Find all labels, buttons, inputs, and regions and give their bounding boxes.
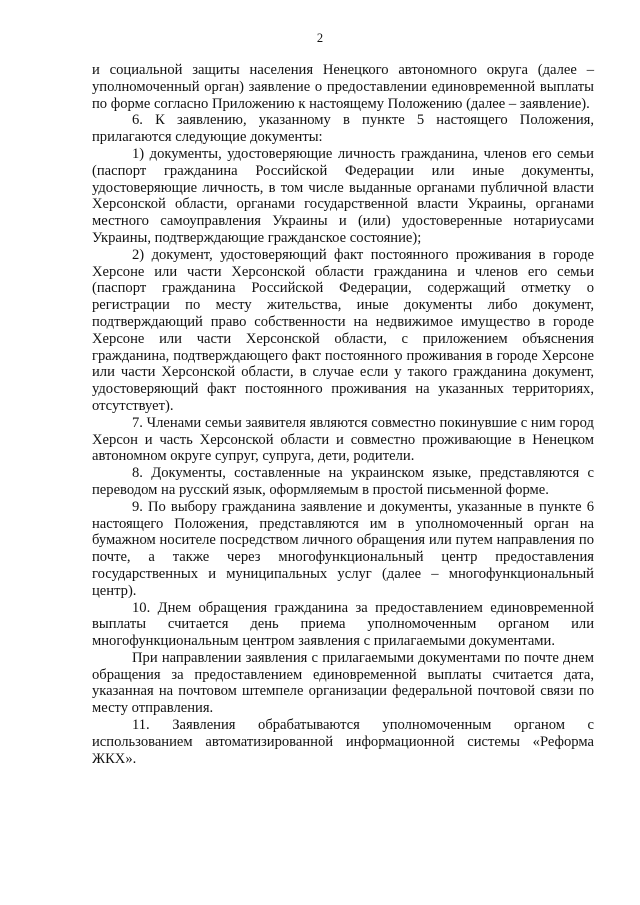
paragraph: 2) документ, удостоверяющий факт постоянного проживания в городе Херсоне или части Херсонской области гражданина и членов его семьи (паспорт гражданина Российской Федерации, содержащий отметку о регистрации по месту жительства, иные документы либо документ, подтверждающий право собственности на недвижимое имущество в городе Херсоне или части Херсонской области, с приложением объяснения гражданина, подтверждающего факт постоянного проживания в городе Херсоне или части Херсонской области, в случае если у такого гражданина документ, удостоверяющий факт постоянного проживания на указанных территориях, отсутствует). (92, 246, 594, 414)
paragraph: 10. Днем обращения гражданина за предоставлением единовременной выплаты считается день приема уполномоченным органом или многофункциональным центром заявления с прилагаемыми документами. (92, 599, 594, 650)
paragraph: 6. К заявлению, указанному в пункте 5 настоящего Положения, прилагаются следующие документы: (92, 112, 594, 146)
paragraph: 11. Заявления обрабатываются уполномоченным органом с использованием автоматизированной информационной системы «Реформа ЖКХ». (92, 717, 594, 767)
paragraph: 7. Членами семьи заявителя являются совместно покинувшие с ним город Херсон и часть Херсонской области и совместно проживающие в Ненецком автономном округе супруг, супруга, дети, родители. (92, 414, 594, 465)
paragraph: При направлении заявления с прилагаемыми документами по почте днем обращения за предоставлением единовременной выплаты считается дата, указанная на почтовом штемпеле организации федеральной почтовой связи по месту отправления. (92, 649, 594, 717)
document-body (92, 62, 594, 767)
paragraph: 9. По выбору гражданина заявление и документы, указанные в пункте 6 настоящего Положения, представляются им в уполномоченный орган на бумажном носителе посредством личного обращения или путем направления по почте, а также через многофункциональный центр предоставления государственных и муниципальных услуг (далее – многофункциональный центр). (92, 498, 594, 599)
page-number: 2 (316, 31, 324, 45)
paragraph: и социальной защиты населения Ненецкого автономного округа (далее – уполномоченный орган) заявление о предоставлении единовременной выплаты по форме согласно Приложению к настоящему Положению (далее – заявление). (92, 62, 594, 112)
paragraph: 8. Документы, составленные на украинском языке, представляются с переводом на русский язык, оформляемым в простой письменной форме. (92, 465, 594, 498)
paragraph: 1) документы, удостоверяющие личность гражданина, членов его семьи (паспорт гражданина Российской Федерации или иные документы, удостоверяющие личность, в том числе выданные органами публичной власти Херсонской области, органами государственной власти Украины, органами местного самоуправления Украины и (или) удостоверенные нотариусами Украины, подтверждающие гражданское состояние); (92, 145, 594, 246)
